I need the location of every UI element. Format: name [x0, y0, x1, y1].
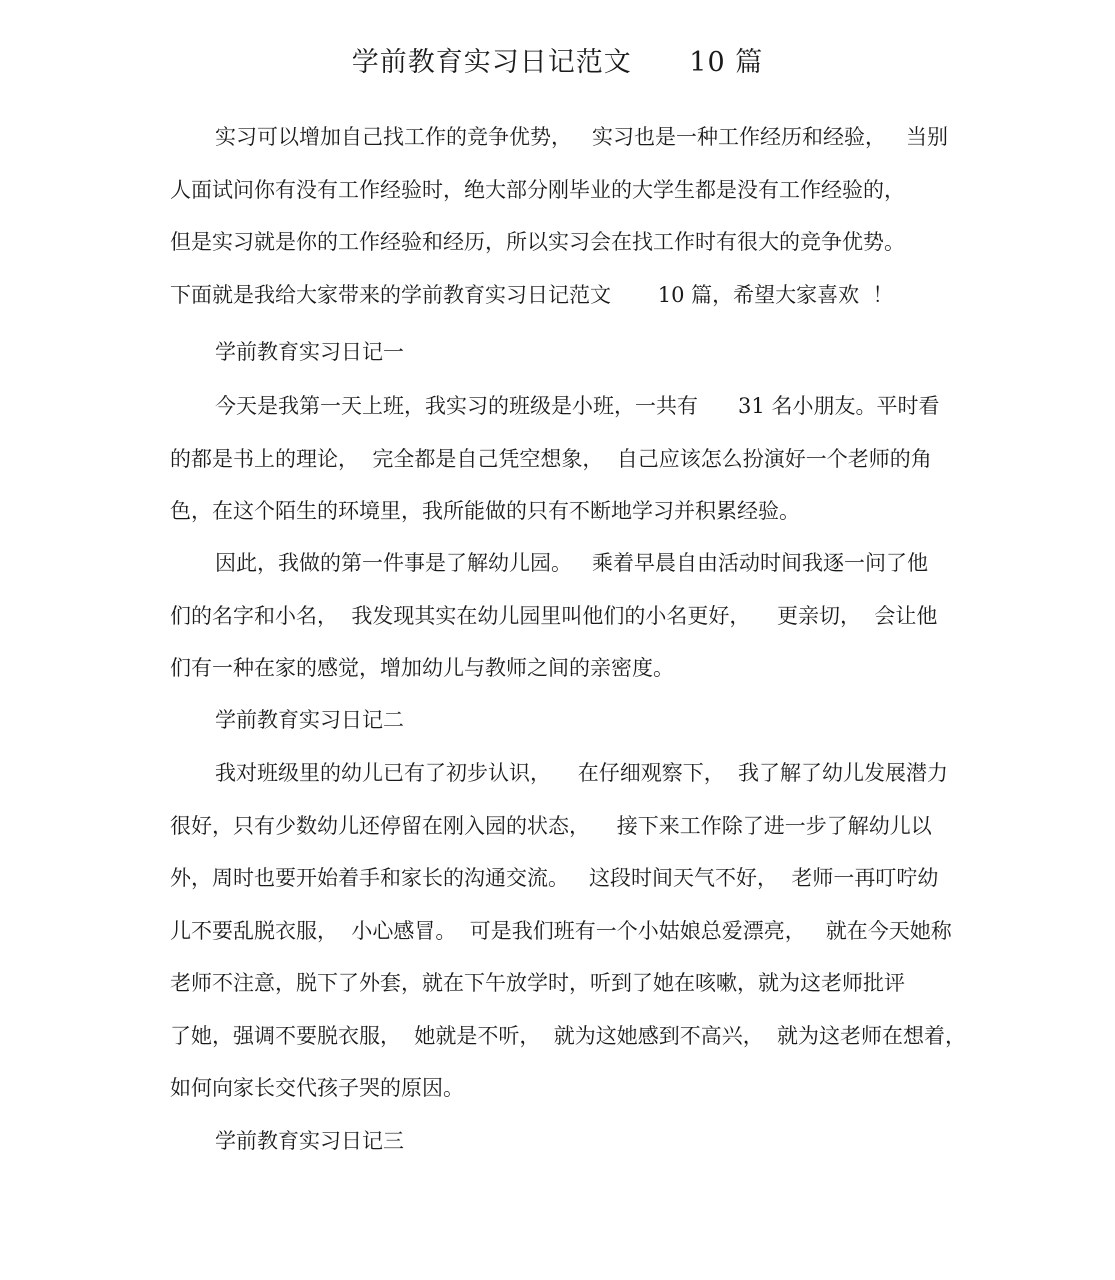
section-heading: 学前教育实习日记一 [215, 340, 404, 364]
paragraph-line: 的都是书上的理论， 完全都是自己凭空想象， 自己应该怎么扮演好一个老师的角 [170, 447, 932, 471]
paragraph-line: 今天是我第一天上班，我实习的班级是小班，一共有 31 名小朋友。平时看 [215, 394, 940, 418]
paragraph-line: 了她，强调不要脱衣服， 她就是不听， 就为这她感到不高兴， 就为这老师在想着， [170, 1024, 967, 1048]
paragraph-line: 色，在这个陌生的环境里，我所能做的只有不断地学习并积累经验。 [170, 499, 800, 523]
intro-line: 下面就是我给大家带来的学前教育实习日记范文 10 篇，希望大家喜欢 ！ [170, 283, 894, 307]
paragraph-line: 我对班级里的幼儿已有了初步认识， 在仔细观察下， 我了解了幼儿发展潜力 [215, 761, 949, 785]
paragraph-line: 们有一种在家的感觉，增加幼儿与教师之间的亲密度。 [170, 656, 674, 680]
paragraph-line: 很好，只有少数幼儿还停留在刚入园的状态， 接下来工作除了进一步了解幼儿以 [170, 814, 932, 838]
paragraph-line: 老师不注意，脱下了外套，就在下午放学时，听到了她在咳嗽，就为这老师批评 [170, 971, 905, 995]
paragraph-line: 如何向家长交代孩子哭的原因。 [170, 1076, 464, 1100]
paragraph-line: 儿不要乱脱衣服， 小心感冒。 可是我们班有一个小姑娘总爱漂亮， 就在今天她称 [170, 919, 952, 943]
section-heading: 学前教育实习日记三 [215, 1129, 404, 1153]
paragraph-line: 因此，我做的第一件事是了解幼儿园。 乘着早晨自由活动时间我逐一问了他 [215, 551, 929, 575]
paragraph-line: 外，周时也要开始着手和家长的沟通交流。 这段时间天气不好， 老师一再叮咛幼 [170, 866, 939, 890]
section-heading: 学前教育实习日记二 [215, 708, 404, 732]
intro-line: 人面试问你有没有工作经验时，绝大部分刚毕业的大学生都是没有工作经验的， [170, 178, 905, 202]
document-title: 学前教育实习日记范文 10 篇 [351, 47, 764, 78]
intro-line: 实习可以增加自己找工作的竞争优势， 实习也是一种工作经历和经验， 当别 [215, 125, 949, 149]
paragraph-line: 们的名字和小名， 我发现其实在幼儿园里叫他们的小名更好， 更亲切， 会让他 [170, 604, 938, 628]
intro-line: 但是实习就是你的工作经验和经历，所以实习会在找工作时有很大的竞争优势。 [170, 230, 905, 254]
